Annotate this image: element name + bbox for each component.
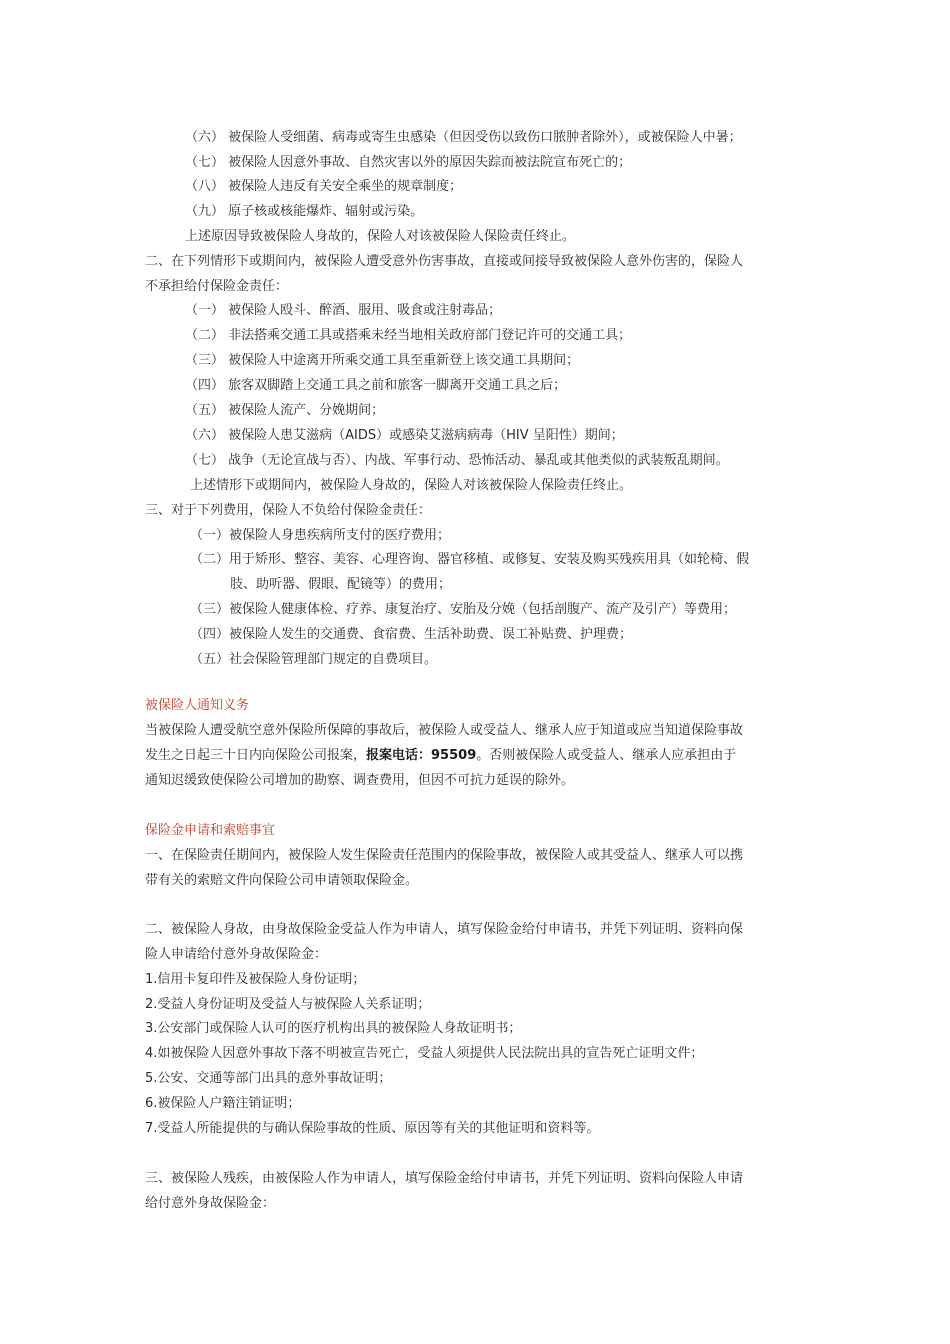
exclusion-item-7: （七） 被保险人因意外事故、自然灾害以外的原因失踪而被法院宣布死亡的； bbox=[185, 155, 632, 170]
exclusion-heading-2-line2: 不承担给付保险金责任： bbox=[145, 279, 289, 294]
notice-line-2 bbox=[145, 747, 736, 765]
exclusion2-item-5: （五） 被保险人流产、分娩期间； bbox=[185, 403, 385, 418]
claim-document-1: 1.信用卡复印件及被保险人身份证明； bbox=[145, 972, 366, 987]
notice-line-3: 通知迟缓致使保险公司增加的勘察、调查费用，但因不可抗力延误的除外。 bbox=[145, 773, 575, 788]
exclusion3-item-2-continuation: 肢、助听器、假眼、配镜等）的费用； bbox=[230, 577, 452, 592]
exclusion3-item-3: （三）被保险人健康体检、疗养、康复治疗、安胎及分娩（包括剖腹产、流产及引产）等费用； bbox=[190, 602, 737, 617]
claim-document-3: 3.公安部门或保险人认可的医疗机构出具的被保险人身故证明书； bbox=[145, 1021, 522, 1036]
exclusion-summary-1: 上述原因导致被保险人身故的，保险人对该被保险人保险责任终止。 bbox=[185, 229, 576, 244]
exclusion-heading-3: 三、对于下列费用，保险人不负给付保险金责任： bbox=[145, 503, 432, 518]
notice-line-2-post: 。否则被保险人或受益人、继承人应承担由于 bbox=[476, 748, 737, 763]
claims-para1-line1: 一、在保险责任期间内，被保险人发生保险责任范围内的保险事故，被保险人或其受益人、继承人可以携 bbox=[145, 848, 744, 863]
exclusion3-item-1: （一）被保险人身患疾病所支付的医疗费用； bbox=[190, 528, 451, 543]
exclusion-heading-2-line1: 二、在下列情形下或期间内，被保险人遭受意外伤害事故，直接或间接导致被保险人意外伤害的，保险人 bbox=[145, 254, 744, 269]
exclusion3-item-4: （四）被保险人发生的交通费、食宿费、生活补助费、误工补贴费、护理费； bbox=[190, 627, 633, 642]
exclusion3-item-2: （二）用于矫形、整容、美容、心理咨询、器官移植、或修复、安装及购买残疾用具（如轮椅、假 bbox=[190, 552, 750, 567]
exclusion3-item-5: （五）社会保险管理部门规定的自费项目。 bbox=[190, 652, 438, 667]
notice-section-title: 被保险人通知义务 bbox=[145, 698, 250, 713]
claim-document-2: 2.受益人身份证明及受益人与被保险人关系证明； bbox=[145, 997, 431, 1012]
exclusion2-item-6: （六） 被保险人患艾滋病（AIDS）或感染艾滋病病毒（HIV 呈阳性）期间； bbox=[185, 428, 624, 443]
claim-document-4: 4.如被保险人因意外事故下落不明被宣告死亡，受益人须提供人民法院出具的宣告死亡证明文件； bbox=[145, 1046, 704, 1061]
claim-document-7: 7.受益人所能提供的与确认保险事故的性质、原因等有关的其他证明和资料等。 bbox=[145, 1121, 600, 1136]
exclusion2-item-2: （二） 非法搭乘交通工具或搭乘未经当地相关政府部门登记许可的交通工具； bbox=[185, 328, 632, 343]
claim-document-5: 5.公安、交通等部门出具的意外事故证明； bbox=[145, 1071, 392, 1086]
claims-section-title: 保险金申请和索赔事宜 bbox=[145, 823, 276, 838]
exclusion2-item-7: （七） 战争（无论宣战与否）、内战、军事行动、恐怖活动、暴乱或其他类似的武装叛乱期间。 bbox=[185, 453, 729, 468]
notice-line-2-pre: 发生之日起三十日内向保险公司报案， bbox=[145, 748, 367, 763]
exclusion2-item-1: （一） 被保险人殴斗、醉酒、服用、吸食或注射毒品； bbox=[185, 303, 502, 318]
claim-document-6: 6.被保险人户籍注销证明； bbox=[145, 1096, 301, 1111]
claims-para3-line1: 三、被保险人残疾，由被保险人作为申请人，填写保险金给付申请书，并凭下列证明、资料向保险人申请 bbox=[145, 1171, 744, 1186]
exclusion2-item-4: （四） 旅客双脚踏上交通工具之前和旅客一脚离开交通工具之后； bbox=[185, 378, 567, 393]
exclusion-summary-2: 上述情形下或期间内，被保险人身故的，保险人对该被保险人保险责任终止。 bbox=[190, 478, 633, 493]
claims-para1-line2: 带有关的索赔文件向保险公司申请领取保险金。 bbox=[145, 873, 419, 888]
claims-para3-line2: 给付意外身故保险金： bbox=[145, 1196, 276, 1211]
report-hotline: 报案电话：95509 bbox=[366, 748, 477, 763]
exclusion-item-6: （六） 被保险人受细菌、病毒或寄生虫感染（但因受伤以致伤口脓肿者除外），或被保险人中暑； bbox=[185, 130, 742, 145]
exclusion-item-9: （九） 原子核或核能爆炸、辐射或污染。 bbox=[185, 204, 424, 219]
exclusion2-item-3: （三） 被保险人中途离开所乘交通工具至重新登上该交通工具期间； bbox=[185, 353, 580, 368]
exclusion-item-8: （八） 被保险人违反有关安全乘坐的规章制度； bbox=[185, 179, 463, 194]
claims-para2-line1: 二、被保险人身故，由身故保险金受益人作为申请人，填写保险金给付申请书，并凭下列证明、资料向保 bbox=[145, 922, 744, 937]
notice-line-1: 当被保险人遭受航空意外保险所保障的事故后，被保险人或受益人、继承人应于知道或应当知道保险事故 bbox=[145, 723, 744, 738]
claims-para2-line2: 险人申请给付意外身故保险金： bbox=[145, 947, 328, 962]
